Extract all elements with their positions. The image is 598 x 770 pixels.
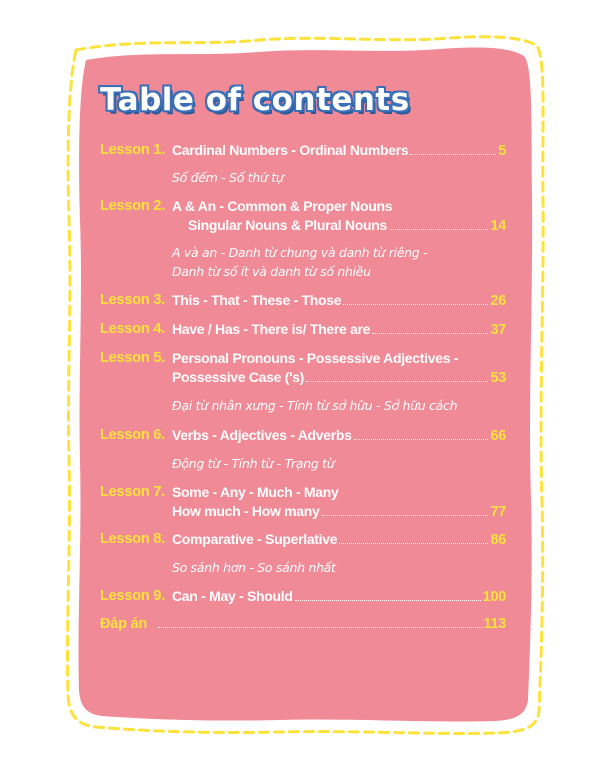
page-number: 77 xyxy=(490,504,506,520)
page-number: 37 xyxy=(490,322,506,338)
page-number: 66 xyxy=(490,428,506,444)
lesson-title-line-2: Singular Nouns & Plural Nouns xyxy=(188,217,387,233)
lesson-label: Lesson 1. xyxy=(100,142,166,158)
answers-label: Đáp án xyxy=(100,616,148,632)
lesson-subtitle: Động từ - Tính từ - Trạng từ xyxy=(172,456,335,471)
lesson-label: Lesson 6. xyxy=(100,427,166,443)
lesson-title: Verbs - Adjectives - Adverbs xyxy=(172,427,352,443)
lesson-title: Can - May - Should xyxy=(172,588,293,604)
dotted-leader xyxy=(354,439,489,440)
lesson-title: This - That - These - Those xyxy=(172,292,342,308)
lesson-label: Lesson 5. xyxy=(100,350,166,366)
lesson-title-line-2: How much - How many xyxy=(172,503,320,519)
dotted-leader xyxy=(339,543,488,544)
dotted-leader xyxy=(295,600,481,601)
page-number: 5 xyxy=(498,143,506,159)
dotted-leader xyxy=(306,381,488,382)
lesson-title: Cardinal Numbers - Ordinal Numbers xyxy=(172,142,409,158)
page-number: 26 xyxy=(490,293,506,309)
page-number: 53 xyxy=(490,370,506,386)
lesson-label: Lesson 9. xyxy=(100,588,166,604)
page-number: 100 xyxy=(482,589,506,605)
page-number: 113 xyxy=(483,616,506,632)
lesson-subtitle-line-2: Danh từ số ít và danh từ số nhiều xyxy=(172,264,371,279)
lesson-title: Some - Any - Much - Many xyxy=(172,484,339,500)
lesson-subtitle: A và an - Danh từ chung và danh từ riêng - xyxy=(172,245,428,260)
dotted-leader xyxy=(410,154,496,155)
lesson-subtitle: Đại từ nhân xưng - Tính từ sở hữu - Sở hữu cách xyxy=(172,398,458,413)
lesson-label: Lesson 2. xyxy=(100,198,166,214)
lesson-subtitle: So sánh hơn - So sánh nhất xyxy=(172,560,336,575)
lesson-title: Comparative - Superlative xyxy=(172,531,338,547)
page-number: 86 xyxy=(490,532,506,548)
lesson-title: A & An - Common & Proper Nouns xyxy=(172,198,393,214)
page-number: 14 xyxy=(490,218,506,234)
lesson-title: Personal Pronouns - Possessive Adjectives - xyxy=(172,350,459,366)
lesson-label: Lesson 8. xyxy=(100,531,166,547)
dotted-leader xyxy=(158,627,482,628)
dotted-leader xyxy=(389,229,488,230)
lesson-subtitle: Số đếm - Số thứ tự xyxy=(172,170,284,185)
lesson-title: Have / Has - There is/ There are xyxy=(172,321,371,337)
dotted-leader xyxy=(343,304,488,305)
lesson-label: Lesson 4. xyxy=(100,321,166,337)
lesson-label: Lesson 3. xyxy=(100,292,166,308)
page-title: Table of contents xyxy=(100,82,410,118)
dotted-leader xyxy=(372,333,488,334)
dotted-leader xyxy=(322,515,489,516)
lesson-title-line-2: Possessive Case ('s) xyxy=(172,369,304,385)
lesson-label: Lesson 7. xyxy=(100,484,166,500)
